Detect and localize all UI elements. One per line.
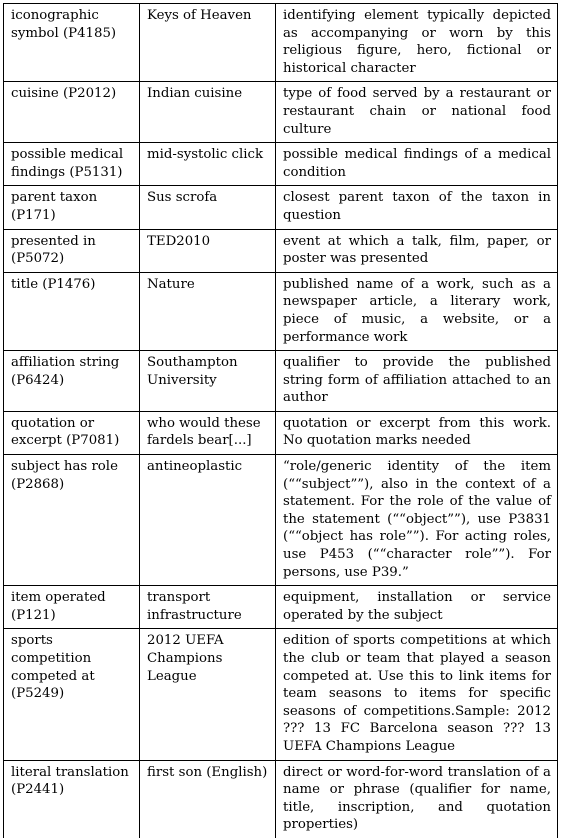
table-row [4,586,558,629]
property-cell: quotation or excerpt (P7081) [4,411,140,454]
property-cell: title (P1476) [4,272,140,350]
description-cell: event at which a talk, film, paper, or poster was presented [276,229,558,272]
description-cell: qualifier to provide the published string form of affiliation attached to an author [276,351,558,412]
value-cell: Nature [140,272,276,350]
property-cell: subject has role (P2868) [4,455,140,586]
value-cell: antineoplastic [140,455,276,586]
description-cell: quotation or excerpt from this work. No quotation marks needed [276,411,558,454]
value-cell: first son (English) [140,760,276,838]
description-cell: identifying element typically depicted as accompanying or worn by this religious figure, hero, fictional or historical character [276,4,558,82]
table-row [4,4,558,82]
property-cell: iconographic symbol (P4185) [4,4,140,82]
table-row [4,411,558,454]
property-cell: cuisine (P2012) [4,82,140,143]
value-cell: TED2010 [140,229,276,272]
property-cell: parent taxon (P171) [4,186,140,229]
value-cell: Indian cuisine [140,82,276,143]
value-cell: Sus scrofa [140,186,276,229]
property-cell: sports competition competed at (P5249) [4,629,140,760]
value-cell: 2012 UEFA Champions League [140,629,276,760]
description-cell: equipment, installation or service operated by the subject [276,586,558,629]
value-cell: transport infrastructure [140,586,276,629]
description-cell: published name of a work, such as a newspaper article, a literary work, piece of music, a website, or a performance work [276,272,558,350]
value-cell: mid-systolic click [140,143,276,186]
value-cell: Keys of Heaven [140,4,276,82]
property-table [3,3,558,838]
table-row [4,455,558,586]
property-cell: item operated (P121) [4,586,140,629]
table-row [4,143,558,186]
description-cell: “role/generic identity of the item (““subject””), also in the context of a statement. For the role of the value of the statement (““object””), use P3831 (““object has role””). For acting roles, use P453 (““character role””). For persons, use P39.” [276,455,558,586]
value-cell: who would these fardels bear[...] [140,411,276,454]
property-cell: literal translation (P2441) [4,760,140,838]
description-cell: direct or word-for-word translation of a name or phrase (qualifier for name, title, inscription, and quotation properties) [276,760,558,838]
table-row [4,272,558,350]
description-cell: type of food served by a restaurant or restaurant chain or national food culture [276,82,558,143]
description-cell: closest parent taxon of the taxon in question [276,186,558,229]
property-cell: possible medical findings (P5131) [4,143,140,186]
description-cell: edition of sports competitions at which the club or team that played a season competed at. Use this to link items for team seasons to items for specific seasons of competitions.Sample: 2012 ??? 13 FC Barcelona season ??? 13 UEFA Champions League [276,629,558,760]
description-cell: possible medical findings of a medical condition [276,143,558,186]
table-row [4,629,558,760]
property-cell: affiliation string (P6424) [4,351,140,412]
table-row [4,351,558,412]
table-row [4,82,558,143]
table-row [4,186,558,229]
table-row [4,760,558,838]
value-cell: Southampton University [140,351,276,412]
property-cell: presented in (P5072) [4,229,140,272]
table-row [4,229,558,272]
